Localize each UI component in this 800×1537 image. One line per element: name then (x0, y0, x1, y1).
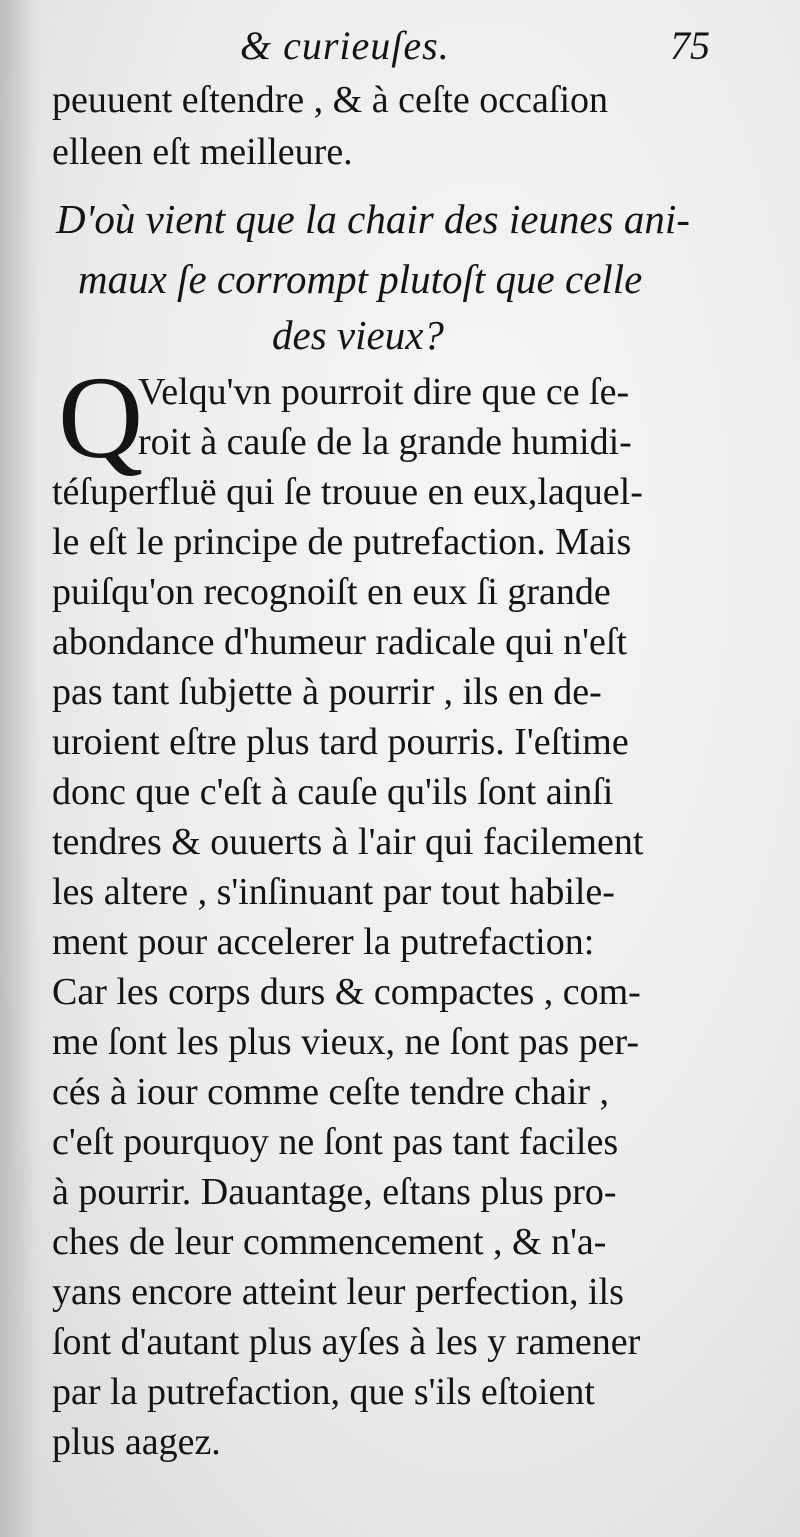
body-line: cés à iour comme ceſte tendre chair , (52, 1071, 610, 1113)
body-line: roit à cauſe de la grande humidi- (138, 421, 632, 463)
body-line: me ſont les plus vieux, ne ſont pas per- (52, 1021, 640, 1063)
body-line: uroient eſtre plus tard pourris. I'eſtime (52, 721, 629, 763)
section-title-line: des vieux? (272, 312, 444, 358)
body-line: ment pour accelerer la putrefaction: (52, 921, 595, 963)
body-line: c'eſt pourquoy ne ſont pas tant faciles (52, 1121, 619, 1163)
body-line: yans encore atteint leur perfection, ils (52, 1271, 624, 1313)
body-line: à pourrir. Dauantage, eſtans plus pro- (52, 1171, 617, 1213)
body-line: pas tant ſubjette à pourrir , ils en de- (52, 671, 602, 713)
body-line: puiſqu'on recognoiſt en eux ſi grande (52, 571, 611, 613)
body-line: ches de leur commencement , & n'a- (52, 1221, 607, 1263)
body-line: plus aagez. (52, 1421, 221, 1463)
body-line: par la putrefaction, que s'ils eſtoient (52, 1371, 595, 1413)
body-line: ſont d'autant plus ayſes à les y ramener (52, 1321, 641, 1363)
body-line: le eſt le principe de putrefaction. Mais (52, 521, 632, 563)
section-title-line: D'où vient que la chair des ieunes ani- (56, 196, 690, 242)
body-line: Car les corps durs & compactes , com- (52, 971, 641, 1013)
page-number: 75 (670, 23, 710, 68)
body-line: Velqu'vn pourroit dire que ce ſe- (138, 371, 630, 413)
body-line: donc que c'eſt à cauſe qu'ils ſont ainſi (52, 771, 614, 813)
section-title-line: maux ſe corrompt plutoſt que celle (78, 256, 643, 302)
carryover-line: peuuent eſtendre , & à ceſte occaſion (52, 79, 609, 121)
body-line: téſuperfluë qui ſe trouue en eux,laquel- (52, 471, 643, 513)
page-header (240, 22, 710, 72)
running-title: & curieuſes. (240, 23, 450, 68)
carryover-line: elleen eſt meilleure. (52, 131, 353, 173)
body-line: tendres & ouuerts à l'air qui facilement (52, 821, 644, 863)
drop-cap: Q (58, 352, 144, 483)
body-line: les altere , s'inſinuant par tout habile- (52, 871, 615, 913)
body-line: abondance d'humeur radicale qui n'eſt (52, 621, 628, 663)
